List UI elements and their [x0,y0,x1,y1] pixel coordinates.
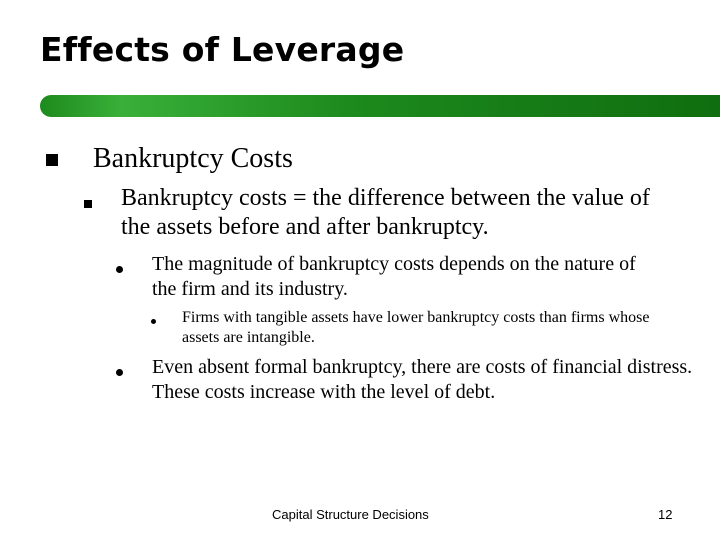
round-bullet-icon [116,369,123,376]
bullet-level3-magnitude: The magnitude of bankruptcy costs depends on the nature of the firm and its industry. [152,253,636,300]
bullet-level1-bankruptcy-costs: Bankruptcy Costs [93,143,293,174]
bullet-level4-tangible-assets: Firms with tangible assets have lower bankruptcy costs than firms whose assets are intangible. [182,309,650,346]
round-bullet-icon [116,266,123,273]
slide-title: Effects of Leverage [40,30,405,69]
bullet-level2-definition: Bankruptcy costs = the difference between the value of the assets before and after bankruptcy. [121,185,650,240]
title-accent-bar [40,95,720,117]
footer-presentation-title: Capital Structure Decisions [272,507,429,522]
square-bullet-icon [46,154,58,166]
bullet-level3-financial-distress: Even absent formal bankruptcy, there are costs of financial distress. These costs increase with the level of debt. [152,356,693,403]
slide-number: 12 [658,507,673,522]
square-bullet-icon [84,200,92,208]
round-bullet-icon [151,319,156,324]
